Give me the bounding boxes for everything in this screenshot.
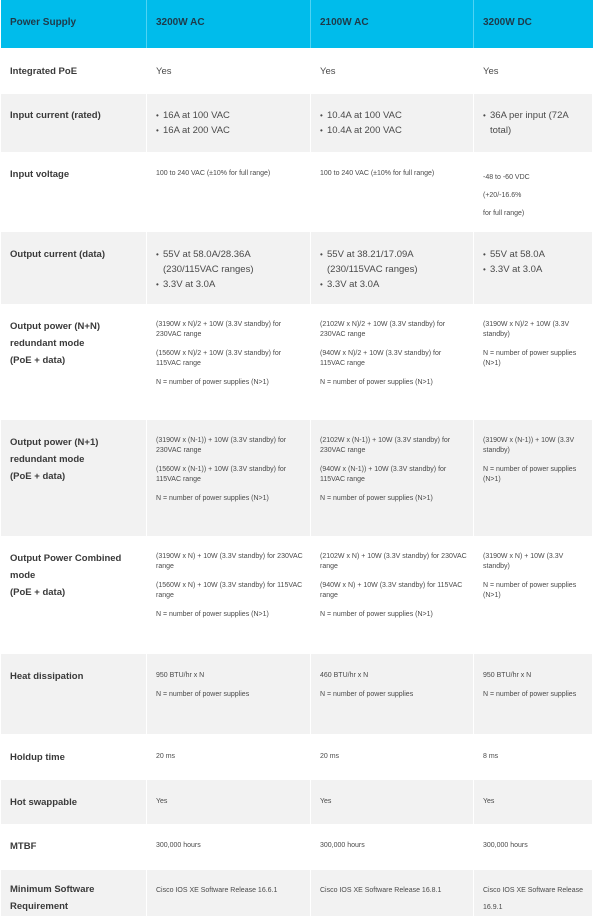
cell-3200w-dc: 8 ms (474, 734, 593, 780)
text-para: (2102W x N)/2 + 10W (3.3V standby) for 230VAC range (320, 321, 446, 338)
text-line: -48 to -60 VDC (483, 174, 530, 181)
cell-2100w-ac (311, 304, 474, 420)
row-label: MTBF (1, 824, 147, 870)
text-para: N = number of power supplies (483, 691, 577, 698)
cell-2100w-ac: 20 ms (311, 734, 474, 780)
header-3200w-dc: 3200W DC (474, 0, 593, 48)
list-item: • 3.3V at 3.0A (490, 262, 586, 277)
text-para: (1560W x N)/2 + 10W (3.3V standby) for 115VAC range (156, 350, 282, 367)
row-hot-swappable (1, 780, 593, 824)
text-para: (3190W x (N-1)) + 10W (3.3V standby) for 230VAC range (156, 437, 287, 454)
list-item: • 16A at 100 VAC (163, 108, 304, 123)
label-line: Output Power Combined (10, 553, 122, 564)
label-line: mode (10, 570, 36, 581)
cell-3200w-ac (147, 94, 311, 152)
cell-2100w-ac: Cisco IOS XE Software Release 16.8.1 (311, 870, 474, 916)
label-line: Output power (N+1) (10, 437, 99, 448)
list-item: • 36A per input (72A total) (490, 108, 586, 138)
text-para: 460 BTU/hr x N (320, 672, 369, 679)
text-para: N = number of power supplies (N>1) (483, 350, 577, 367)
list-item: • 55V at 58.0A (490, 247, 586, 262)
label-line: (PoE + data) (10, 355, 66, 366)
list-item: • 55V at 58.0A/28.36A (230/115VAC ranges) (163, 247, 304, 277)
cell-2100w-ac: Yes (311, 48, 474, 94)
row-output-current (1, 232, 593, 304)
text-para: N = number of power supplies (N>1) (156, 611, 269, 618)
cell-3200w-ac: 100 to 240 VAC (±10% for full range) (147, 152, 311, 232)
row-label: Minimum Software Requirement (1, 870, 147, 916)
cell-3200w-dc (474, 536, 593, 654)
cell-2100w-ac: 100 to 240 VAC (±10% for full range) (311, 152, 474, 232)
cell-3200w-dc (474, 654, 593, 734)
cell-3200w-dc (474, 304, 593, 420)
list-item: • 55V at 38.21/17.09A (230/115VAC ranges) (327, 247, 467, 277)
cell-3200w-dc (474, 94, 593, 152)
list-item: • 10.4A at 200 VAC (327, 123, 467, 138)
text-para: N = number of power supplies (N>1) (156, 495, 269, 502)
text-para: (1560W x (N-1)) + 10W (3.3V standby) for 115VAC range (156, 466, 287, 483)
row-label: Output current (data) (1, 232, 147, 304)
row-label: Heat dissipation (1, 654, 147, 734)
cell-3200w-ac: Yes (147, 48, 311, 94)
text-para: N = number of power supplies (N>1) (320, 611, 433, 618)
row-label: Input voltage (1, 152, 147, 232)
cell-2100w-ac (311, 94, 474, 152)
list-item: • 10.4A at 100 VAC (327, 108, 467, 123)
row-label (1, 304, 147, 420)
cell-2100w-ac: 300,000 hours (311, 824, 474, 870)
cell-2100w-ac (311, 654, 474, 734)
row-label (1, 420, 147, 536)
cell-2100w-ac: Yes (311, 780, 474, 824)
text-para: N = number of power supplies (156, 691, 250, 698)
row-integrated-poe (1, 48, 593, 94)
cell-3200w-ac (147, 420, 311, 536)
row-label: Hot swappable (1, 780, 147, 824)
text-para: (940W x N) + 10W (3.3V standby) for 115VAC range (320, 582, 463, 599)
text-para: N = number of power supplies (N>1) (320, 495, 433, 502)
cell-3200w-ac (147, 304, 311, 420)
label-line: Output power (N+N) (10, 321, 100, 332)
cell-3200w-ac (147, 654, 311, 734)
list-item: • 3.3V at 3.0A (163, 277, 304, 292)
text-para: (940W x N)/2 + 10W (3.3V standby) for 115VAC range (320, 350, 442, 367)
text-para: N = number of power supplies (N>1) (483, 582, 577, 599)
row-heat-dissipation (1, 654, 593, 734)
text-para: N = number of power supplies (N>1) (483, 466, 577, 483)
row-output-power-nn (1, 304, 593, 420)
label-line: redundant mode (10, 454, 85, 465)
row-holdup-time (1, 734, 593, 780)
text-para: (3190W x N) + 10W (3.3V standby) for 230VAC range (156, 553, 303, 570)
row-label (1, 536, 147, 654)
header-row (1, 0, 593, 48)
text-para: N = number of power supplies (320, 691, 414, 698)
cell-3200w-dc: 300,000 hours (474, 824, 593, 870)
text-para: 950 BTU/hr x N (483, 672, 532, 679)
text-para: (3190W x (N-1)) + 10W (3.3V standby) (483, 437, 575, 454)
row-label: Input current (rated) (1, 94, 147, 152)
list-item: • 16A at 200 VAC (163, 123, 304, 138)
header-2100w-ac: 2100W AC (311, 0, 474, 48)
cell-3200w-dc: Yes (474, 48, 593, 94)
row-label: Holdup time (1, 734, 147, 780)
text-para: (3190W x N)/2 + 10W (3.3V standby) for 230VAC range (156, 321, 282, 338)
row-minimum-software (1, 870, 593, 916)
row-output-power-n1 (1, 420, 593, 536)
cell-2100w-ac (311, 420, 474, 536)
text-para: (1560W x N) + 10W (3.3V standby) for 115VAC range (156, 582, 303, 599)
cell-3200w-ac (147, 232, 311, 304)
text-line: (+20/-16.6% (483, 192, 522, 199)
cell-2100w-ac (311, 232, 474, 304)
label-line: redundant mode (10, 338, 85, 349)
row-mtbf (1, 824, 593, 870)
row-label: Integrated PoE (1, 48, 147, 94)
text-para: (940W x (N-1)) + 10W (3.3V standby) for 115VAC range (320, 466, 447, 483)
cell-2100w-ac (311, 536, 474, 654)
row-output-power-combined (1, 536, 593, 654)
cell-3200w-ac: Cisco IOS XE Software Release 16.6.1 (147, 870, 311, 916)
text-line: for full range) (483, 210, 525, 217)
cell-3200w-dc (474, 152, 593, 232)
cell-3200w-dc: Cisco IOS XE Software Release 16.9.1 (474, 870, 593, 916)
cell-3200w-ac: 20 ms (147, 734, 311, 780)
text-para: (2102W x (N-1)) + 10W (3.3V standby) for 230VAC range (320, 437, 451, 454)
cell-3200w-ac (147, 536, 311, 654)
text-para: (3190W x N) + 10W (3.3V standby) (483, 553, 564, 570)
text-para: 950 BTU/hr x N (156, 672, 205, 679)
text-para: N = number of power supplies (N>1) (320, 379, 433, 386)
row-input-current (1, 94, 593, 152)
cell-3200w-dc: Yes (474, 780, 593, 824)
text-para: N = number of power supplies (N>1) (156, 379, 269, 386)
cell-3200w-dc (474, 232, 593, 304)
list-item: • 3.3V at 3.0A (327, 277, 467, 292)
cell-3200w-dc (474, 420, 593, 536)
cell-3200w-ac: 300,000 hours (147, 824, 311, 870)
row-input-voltage (1, 152, 593, 232)
text-para: (2102W x N) + 10W (3.3V standby) for 230VAC range (320, 553, 467, 570)
header-3200w-ac: 3200W AC (147, 0, 311, 48)
label-line: (PoE + data) (10, 587, 66, 598)
power-supply-spec-table (1, 0, 593, 916)
text-para: (3190W x N)/2 + 10W (3.3V standby) (483, 321, 570, 338)
cell-3200w-ac: Yes (147, 780, 311, 824)
header-power-supply: Power Supply (1, 0, 147, 48)
label-line: (PoE + data) (10, 471, 66, 482)
